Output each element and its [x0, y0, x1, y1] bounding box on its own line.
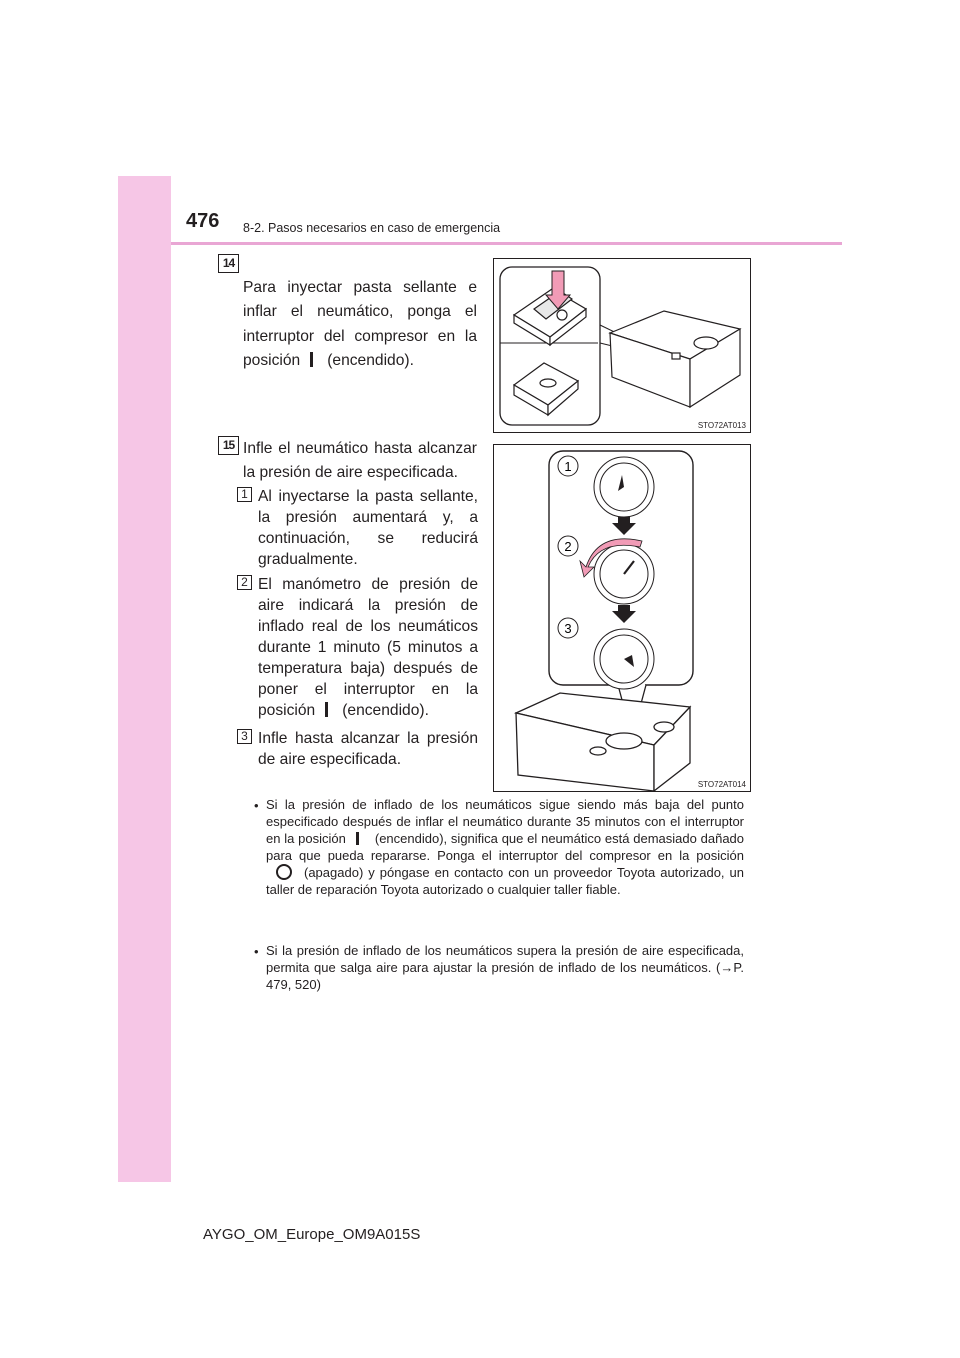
step-14-text [243, 276, 477, 374]
note-2: Si la presión de inflado de los neumáticos supera la presión de aire especificada, permita que salga aire para ajustar la presión de inflado de los neumáticos. (→P. 479, 520) [266, 943, 744, 992]
substep-2-badge: 2 [237, 575, 252, 590]
figure-code: STO72AT013 [697, 421, 746, 430]
note-1-text-b: (encendido), significa que el neumático está demasiado dañado para que pueda repararse. Ponga el interruptor del compresor en la posición [266, 831, 745, 863]
step-15-text: Infle el neumático hasta alcanzar la presión de aire especificada. [243, 440, 477, 482]
note-1 [266, 796, 744, 898]
step-15-badge: 15 [218, 436, 239, 455]
on-symbol-icon [356, 832, 359, 845]
page-number: 476 [186, 210, 220, 232]
bullet-icon: • [254, 944, 259, 959]
substep-1-badge: 1 [237, 487, 252, 502]
substep-2-text-a: El manómetro de presión de aire indicará la presión de inflado real de los neumáticos durante 1 minuto (5 minutos a temperatura baja) después de poner el interruptor en la posición [258, 576, 478, 719]
compressor-switch-illustration [494, 259, 750, 432]
note-1-text-c: (apagado) y póngase en contacto con un proveedor Toyota autorizado, un taller de reparación Toyota autorizado o cualquier taller fiable. [266, 865, 744, 897]
section-title: 8-2. Pasos necesarios en caso de emergencia [243, 221, 501, 235]
figure-compressor-switch [493, 258, 751, 433]
figure-label-2: 2 [564, 539, 572, 554]
footer-doc-id: AYGO_OM_Europe_OM9A015S [203, 1226, 421, 1243]
substep-3-badge: 3 [237, 729, 252, 744]
figure-label-3: 3 [564, 621, 572, 636]
off-symbol-icon [276, 864, 292, 880]
substep-3-text: Infle hasta alcanzar la presión de aire especificada. [258, 730, 478, 768]
note-1-text-a: Si la presión de inflado de los neumáticos sigue siendo más baja del punto especificado después de inflar el neumático durante 35 minutos con el interruptor en la posición [266, 797, 744, 846]
figure-code: STO72AT014 [697, 780, 746, 789]
substep-2-text [258, 574, 478, 721]
step-14-text-b: (encendido). [327, 352, 414, 370]
pressure-gauge-illustration [494, 445, 750, 791]
bullet-icon: • [254, 798, 259, 813]
substep-2-text-b: (encendido). [342, 702, 429, 719]
figure-pressure-gauge [493, 444, 751, 792]
chapter-sidebar [118, 176, 171, 1182]
header-rule [171, 242, 842, 245]
substep-1-text: Al inyectarse la pasta sellante, la presión aumentará y, a continuación, se reducirá gradualmente. [258, 488, 478, 568]
step-14-text-a: Para inyectar pasta sellante e inflar el neumático, ponga el interruptor del compresor en la posición [243, 279, 477, 370]
on-symbol-icon [310, 352, 313, 367]
step-14-badge: 14 [218, 254, 239, 273]
on-symbol-icon [325, 702, 328, 717]
figure-label-1: 1 [564, 459, 572, 474]
